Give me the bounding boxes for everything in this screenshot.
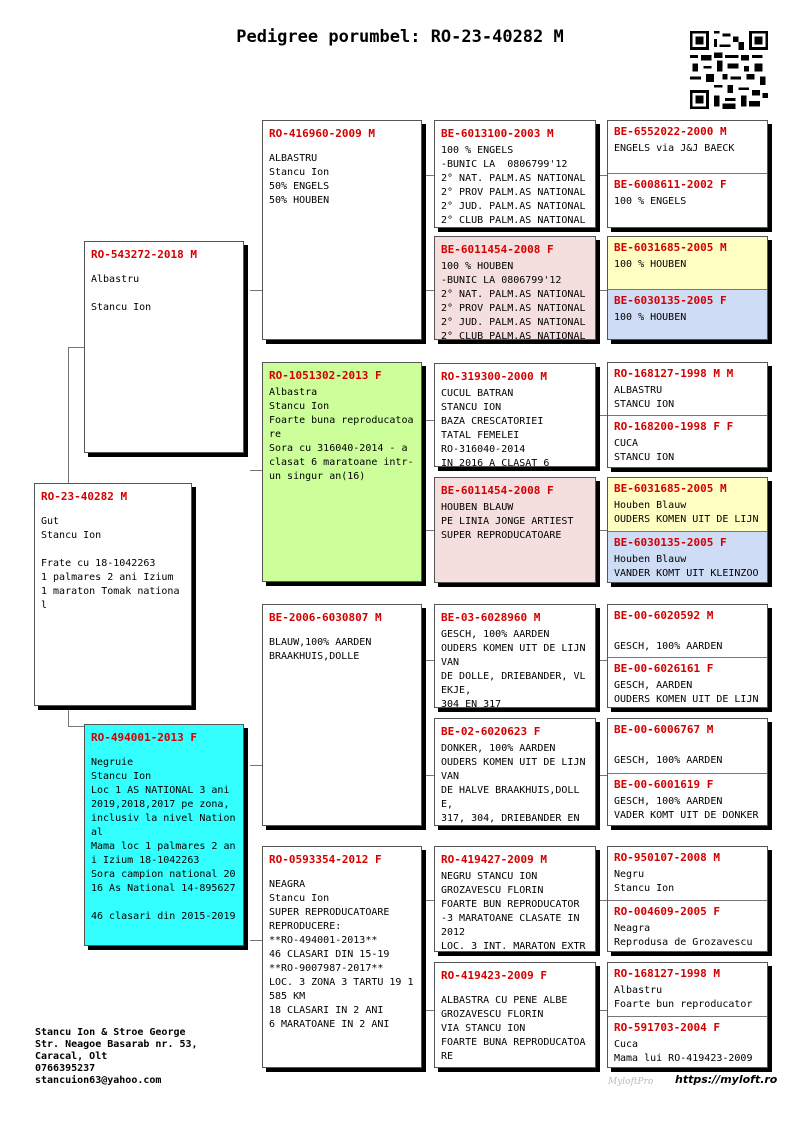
pigeon-description: Negruie Stancu Ion Loc 1 AS NATIONAL 3 ani 2019,2018,2017 pe zona, inclusiv la nivel National Mama loc 1 palmares 2 ani Izium 18-1042263 Sora campion national 2016 As National 14-895627 46 clasari din 2015-2019 [91,757,236,922]
ring-number: RO-419427-2009 M [441,853,547,866]
ggg-pair-card[interactable] [607,477,768,583]
connector-line [424,420,434,421]
ggg-male[interactable] [608,847,767,900]
pigeon-description: Neagra Reprodusa de Grozavescu [614,923,753,948]
connector-line [250,290,262,291]
grandparent-card[interactable] [262,846,422,1068]
breeder-street: Str. Neagoe Basarab nr. 53, [35,1039,198,1050]
ring-number: BE-6030135-2005 F [614,536,727,549]
connector-line [68,726,84,727]
pigeon-description: GESCH, 100% AARDEN [614,755,723,766]
ggg-pair-card[interactable] [607,962,768,1068]
connector-line [424,1010,434,1011]
breeder-contact [35,1027,198,1087]
ggg-pair-card[interactable] [607,718,768,826]
pigeon-description: GESCH, 100% AARDEN [614,641,723,652]
breeder-city: Caracal, Olt [35,1051,108,1062]
connector-line [598,175,607,176]
ring-number: RO-0593354-2012 F [269,853,382,866]
ring-number: BE-6031685-2005 M [614,241,727,254]
qr-code-icon[interactable] [690,31,768,109]
ggg-male[interactable] [608,363,767,415]
ring-number: BE-00-6006767 M [614,723,714,736]
ggg-pair-card[interactable] [607,120,768,228]
ggg-male[interactable] [608,121,767,173]
pigeon-description: Albastru Stancu Ion [91,274,152,313]
pigeon-description: Cuca Mama lui RO-419423-2009 [614,1039,753,1064]
great-grandparent-card[interactable] [434,604,596,708]
connector-line [598,660,607,661]
connector-line [598,1010,607,1011]
pigeon-description: HOUBEN BLAUW PE LINIA JONGE ARTIEST SUPER REPRODUCATOARE [441,502,574,541]
connector-line [598,415,607,416]
pigeon-description: 100 % ENGELS [614,196,687,207]
ggg-male[interactable] [608,237,767,289]
pigeon-description: DONKER, 100% AARDEN OUDERS KOMEN UIT DE LIJN VAN DE HALVE BRAAKHUIS,DOLLE, 317, 304, DRIEBANDER EN [441,743,586,824]
great-grandparent-card[interactable] [434,477,596,583]
pigeon-description: 100 % HOUBEN [614,259,687,270]
ggg-pair-card[interactable] [607,236,768,340]
pigeon-description: CUCUL BATRAN STANCU ION BAZA CRESCATORIEI TATAL FEMELEI RO-316040-2014 IN 2016 A CLASAT 6 [441,388,550,466]
ring-number: RO-591703-2004 F [614,1021,720,1034]
grandparent-card[interactable] [262,120,422,340]
pigeon-description: NEGRU STANCU ION GROZAVESCU FLORIN FOARTE BUN REPRODUCATOR -3 MARATOANE CLASATE IN 2012 LOC. 3 INT. MARATON EXTR [441,871,586,951]
pigeon-description: 100 % ENGELS -BUNIC LA 0806799'12 2° NAT. PALM.AS NATIONAL 2° PROV PALM.AS NATIONAL 2° JUD. PALM.AS NATIONAL 2° CLUB PALM.AS NATIONAL [441,145,586,226]
connector-line [598,775,607,776]
pigeon-description: Houben Blauw OUDERS KOMEN UIT DE LIJN [614,500,759,525]
connector-line [68,706,69,726]
connector-line [424,775,434,776]
ring-number: RO-543272-2018 M [91,248,197,261]
ring-number: RO-23-40282 M [41,490,128,503]
ggg-pair-card[interactable] [607,362,768,468]
ggg-male[interactable] [608,963,767,1016]
ggg-pair-card[interactable] [607,604,768,708]
connector-line [424,530,434,531]
myloft-logo-icon [608,1073,663,1087]
pigeon-description: 100 % HOUBEN [614,312,687,323]
ring-number: BE-6013100-2003 M [441,127,554,140]
pigeon-description: BLAUW,100% AARDEN BRAAKHUIS,DOLLE [269,637,372,662]
ring-number: RO-319300-2000 M [441,370,547,383]
ggg-female[interactable] [608,1016,767,1068]
pigeon-description: ENGELS via J&J BAECK [614,143,735,154]
pigeon-description: NEAGRA Stancu Ion SUPER REPRODUCATOARE REPRODUCERE: **RO-494001-2013** 46 CLASARI DIN 15-19 **RO-9007987-2017** LOC. 3 ZONA 3 TARTU 19 1585 KM 18 CLASARI IN 2 ANI 6 MARATOANE IN 2 ANI [269,879,414,1030]
breeder-phone[interactable]: 0766395237 [35,1063,96,1074]
ring-number: BE-6011454-2008 F [441,484,554,497]
ggg-female[interactable] [608,773,767,826]
ring-number: RO-416960-2009 M [269,127,375,140]
great-grandparent-card[interactable] [434,718,596,826]
ring-number: RO-168200-1998 F F [614,420,734,433]
ggg-male[interactable] [608,478,767,531]
logo-text: MyloftPro [608,1077,654,1087]
connector-line [250,470,262,471]
pigeon-description: Albastru Foarte bun reproducator [614,985,753,1010]
connector-line [598,900,607,901]
connector-line [68,347,69,483]
ring-number: BE-02-6020623 F [441,725,541,738]
pigeon-description: GESCH, 100% AARDEN VADER KOMT UIT DE DONKER [614,796,759,821]
ring-number: BE-6011454-2008 F [441,243,554,256]
grandparent-card[interactable] [262,604,422,826]
ring-number: BE-6552022-2000 M [614,125,727,138]
pigeon-description: GESCH, 100% AARDEN OUDERS KOMEN UIT DE LIJN VAN DE DOLLE, DRIEBANDER, VLEKJE, 304 EN 317 [441,629,586,707]
connector-line [424,290,434,291]
ggg-female[interactable] [608,657,767,708]
connector-line [424,660,434,661]
great-grandparent-card[interactable] [434,846,596,952]
ggg-female[interactable] [608,415,767,468]
mother-card[interactable] [84,724,244,946]
connector-line [250,940,262,941]
ring-number: BE-00-6001619 F [614,778,714,791]
ring-number: RO-168127-1998 M [614,967,720,980]
connector-line [598,530,607,531]
ggg-female[interactable] [608,173,767,228]
ggg-pair-card[interactable] [607,846,768,952]
great-grandparent-card[interactable] [434,120,596,228]
ggg-female[interactable] [608,531,767,583]
pigeon-description: Gut Stancu Ion Frate cu 18-1042263 1 palmares 2 ani Izium 1 maraton Tomak national [41,516,180,611]
great-grandparent-card[interactable] [434,236,596,340]
father-card[interactable] [84,241,244,453]
pigeon-description: 100 % HOUBEN -BUNIC LA 0806799'12 2° NAT. PALM.AS NATIONAL 2° PROV PALM.AS NATIONAL 2° JUD. PALM.AS NATIONAL 2° CLUB PALM.AS NATIONAL [441,261,586,339]
pigeon-description: ALBASTRU STANCU ION [614,385,675,410]
ring-number: RO-004609-2005 F [614,905,720,918]
subject-card[interactable] [34,483,192,706]
ring-number: RO-494001-2013 F [91,731,197,744]
ring-number: BE-2006-6030807 M [269,611,382,624]
ring-number: BE-6030135-2005 F [614,294,727,307]
ggg-male[interactable] [608,605,767,657]
pigeon-description: GESCH, AARDEN OUDERS KOMEN UIT DE LIJN [614,680,759,705]
connector-line [68,347,84,348]
pigeon-description: ALBASTRA CU PENE ALBE GROZAVESCU FLORIN VIA STANCU ION FOARTE BUNA REPRODUCATOARE [441,995,586,1062]
great-grandparent-card[interactable] [434,962,596,1068]
ring-number: RO-1051302-2013 F [269,369,382,382]
pigeon-description: Albastra Stancu Ion Foarte buna reproducatoare Sora cu 316040-2014 - a clasat 6 maratoane intr-un singur an(16) [269,387,414,482]
ring-number: RO-168127-1998 M M [614,367,734,380]
grandparent-card[interactable] [262,362,422,582]
brand-url-link[interactable]: https://myloft.ro [675,1073,778,1086]
great-grandparent-card[interactable] [434,363,596,467]
pigeon-description: Houben Blauw VANDER KOMT UIT KLEINZOO [614,554,759,579]
connector-line [424,175,434,176]
ring-number: BE-03-6028960 M [441,611,541,624]
page-title: Pedigree porumbel: RO-23-40282 M [236,27,564,47]
breeder-email[interactable]: stancuion63@yahoo.com [35,1075,162,1086]
ring-number: RO-950107-2008 M [614,851,720,864]
ggg-female[interactable] [608,900,767,952]
ring-number: BE-6031685-2005 M [614,482,727,495]
pigeon-description: Negru Stancu Ion [614,869,675,894]
pigeon-description: ALBASTRU Stancu Ion 50% ENGELS 50% HOUBEN [269,153,330,206]
ggg-female[interactable] [608,289,767,340]
connector-line [250,765,262,766]
ggg-male[interactable] [608,719,767,773]
breeder-names: Stancu Ion & Stroe George [35,1027,186,1038]
connector-line [424,900,434,901]
connector-line [598,290,607,291]
ring-number: BE-00-6020592 M [614,609,714,622]
ring-number: RO-419423-2009 F [441,969,547,982]
ring-number: BE-00-6026161 F [614,662,714,675]
pigeon-description: CUCA STANCU ION [614,438,675,463]
ring-number: BE-6008611-2002 F [614,178,727,191]
